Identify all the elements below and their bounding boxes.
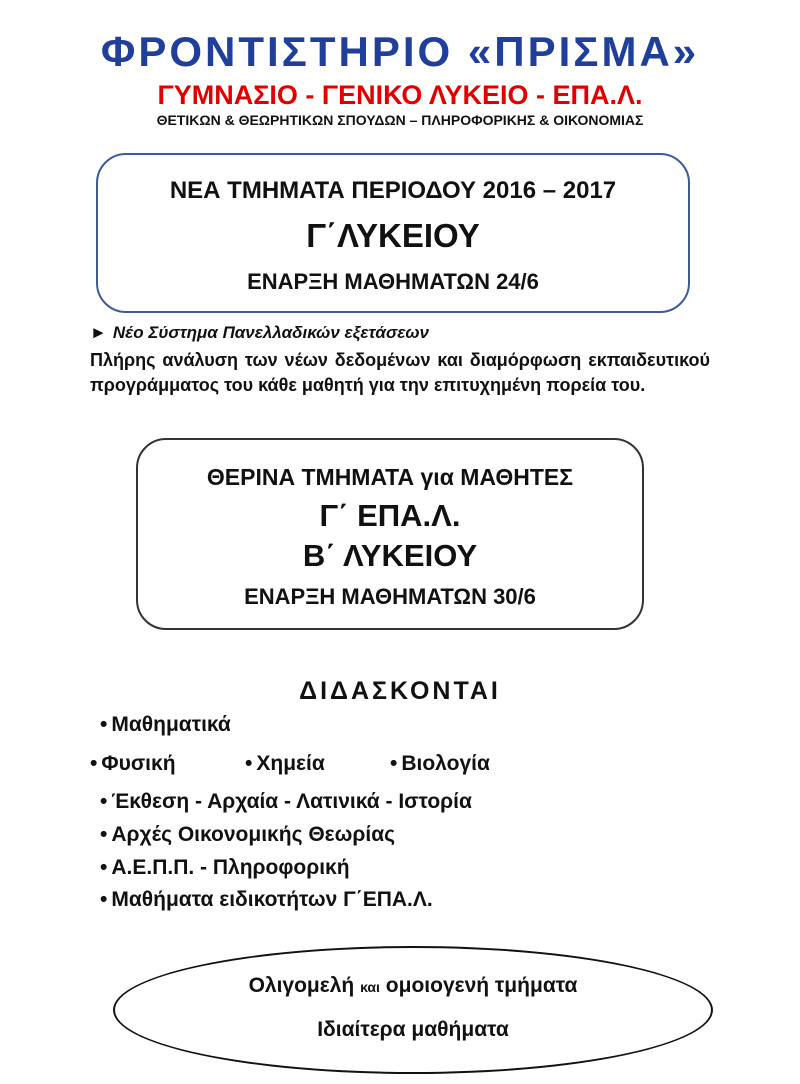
arrow-right-icon: ► [90,323,107,342]
bullet-icon: • [100,856,108,879]
specialties-line: ΘΕΤΙΚΩΝ & ΘΕΩΡΗΤΙΚΩΝ ΣΠΟΥΔΩΝ – ΠΛΗΡΟΦΟΡΙΚΗΣ & ΟΙΚΟΝΟΜΙΑΣ [156,112,644,128]
subject-item: • Αρχές Οικονομικής Θεωρίας [100,823,396,846]
bullet-icon: • [100,888,108,911]
summer-classes-grade-lyceum: Β΄ ΛΥΚΕΙΟΥ [302,538,478,573]
private-lessons-line: Ιδιαίτερα μαθήματα [317,1018,509,1041]
bullet-icon: • [90,752,98,775]
exam-system-title: Νέο Σύστημα Πανελλαδικών εξετάσεων [112,323,430,342]
summer-classes-title: ΘΕΡΙΝΑ ΤΜΗΜΑΤΑ για ΜΑΘΗΤΕΣ [206,464,574,490]
bullet-icon: • [100,713,108,736]
new-classes-grade: Γ΄ΛΥΚΕΙΟΥ [306,217,480,254]
subject-item: • Χημεία [245,752,325,775]
small-classes-oval [113,946,713,1074]
subject-item: • Βιολογία [390,752,490,775]
taught-heading: ΔΙΔΑΣΚΟΝΤΑΙ [299,677,501,705]
new-classes-period: ΝΕΑ ΤΜΗΜΑΤΑ ΠΕΡΙΟΔΟΥ 2016 – 2017 [169,177,617,204]
subject-item: • Μαθήματα ειδικοτήτων Γ΄ΕΠΑ.Λ. [100,888,433,911]
exam-system-heading [90,323,429,343]
bullet-icon: • [100,790,108,813]
bullet-icon: • [100,823,108,846]
summer-classes-box [136,438,644,630]
new-classes-box [96,153,690,313]
bullet-icon: • [245,752,253,775]
subject-item: • Φυσική [90,752,176,775]
subject-item: • Μαθηματικά [100,713,231,736]
small-classes-line: Ολιγομελή και ομοιογενή τμήματα [248,974,578,997]
summer-classes-grade-epal: Γ΄ ΕΠΑ.Λ. [319,498,461,533]
page-title: ΦΡΟΝΤΙΣΤΗΡΙΟ «ΠΡΙΣΜΑ» [100,28,700,75]
exam-system-text: Πλήρης ανάλυση των νέων δεδομένων και διαμόρφωση εκπαιδευτικού προγράμματος του κάθε μαθητή για την επιτυχημένη πορεία του. [90,350,710,395]
bullet-icon: • [390,752,398,775]
summer-classes-start: ΕΝΑΡΞΗ ΜΑΘΗΜΑΤΩΝ 30/6 [244,584,536,609]
school-levels-subtitle: ΓΥΜΝΑΣΙΟ - ΓΕΝΙΚΟ ΛΥΚΕΙΟ - ΕΠΑ.Λ. [157,80,643,110]
subject-item: • Α.Ε.Π.Π. - Πληροφορική [100,856,350,879]
new-classes-start: ΕΝΑΡΞΗ ΜΑΘΗΜΑΤΩΝ 24/6 [247,269,539,294]
subject-item: • Έκθεση - Αρχαία - Λατινικά - Ιστορία [100,790,472,813]
